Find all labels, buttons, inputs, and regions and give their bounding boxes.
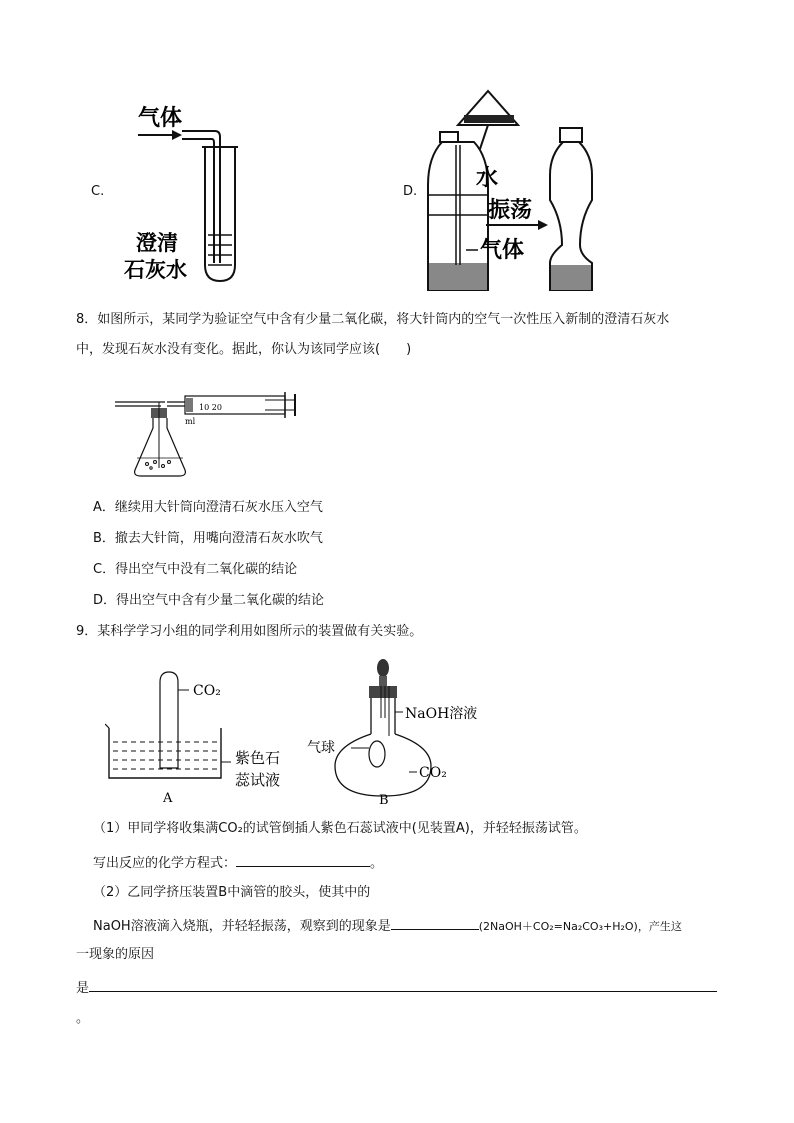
q9-part1-suffix: 。 <box>370 856 384 871</box>
q9-part2-prefix: NaOH溶液滴入烧瓶，并轻轻振荡，观察到的现象是 <box>93 919 391 934</box>
figure-d-bottles <box>420 85 620 295</box>
q8-option-b: B．撤去大针筒，用嘴向澄清石灰水吹气 <box>93 531 323 546</box>
figure-c-test-tube <box>120 95 250 290</box>
q9-stem: 9．某科学学习小组的同学利用如图所示的装置做有关实验。 <box>76 624 423 639</box>
q9-part2-line3: 一现象的原因 <box>76 947 155 962</box>
option-d-label: D. <box>403 184 418 199</box>
q8-syringe-flask-figure <box>115 388 300 483</box>
q9-part1-line1: （1）甲同学将收集满CO₂的试管倒插人紫色石蕊试液中(见装置A)，并轻轻振荡试管。 <box>93 821 587 836</box>
q8-stem-line1: 8．如图所示，某同学为验证空气中含有少量二氧化碳，将大针筒内的空气一次性压入新制的澄清石灰水 <box>76 312 670 327</box>
figc-clear-label: 澄清 <box>136 231 178 255</box>
reason-answer-blank[interactable] <box>89 977 717 992</box>
figc-gas-label: 气体 <box>138 106 183 131</box>
q9-part2-line1: （2）乙同学挤压装置B中滴管的胶头，使其中的 <box>93 885 371 900</box>
figb-co2-label: CO₂ <box>419 765 447 781</box>
q8-stem-line2: 中，发现石灰水没有变化。据此，你认为该同学应该( ) <box>76 342 412 357</box>
figc-lime-label: 石灰水 <box>124 258 187 282</box>
equation-answer-blank[interactable] <box>236 852 370 867</box>
figd-shake-label: 振荡 <box>488 198 533 223</box>
q8-option-a: A．继续用大针筒向澄清石灰水压入空气 <box>93 500 323 515</box>
q9-part1-prefix: 写出反应的化学方程式： <box>93 856 237 871</box>
figd-water-label: 水 <box>476 166 499 191</box>
figa-liquid-label-2: 蕊试液 <box>235 771 281 789</box>
q8-option-d: D．得出空气中含有少量二氧化碳的结论 <box>93 593 325 608</box>
figa-liquid-label-1: 紫色石 <box>235 749 281 767</box>
syringe-scale-label: 10 20 <box>199 403 222 412</box>
q8-option-c: C．得出空气中没有二氧化碳的结论 <box>93 562 298 577</box>
q9-part2-line4 <box>76 977 717 998</box>
q9-part2-line2 <box>93 915 682 936</box>
option-c-label: C. <box>91 184 105 199</box>
syringe-unit-label: ml <box>185 417 196 426</box>
figd-gas-label: 气体 <box>480 238 525 263</box>
q9-apparatus-b <box>305 656 495 806</box>
q9-part2-line4-prefix: 是 <box>76 981 90 996</box>
figa-co2-label: CO₂ <box>193 683 221 699</box>
figa-caption: A <box>163 791 173 806</box>
q9-apparatus-a <box>105 668 295 808</box>
figb-naoh-label: NaOH溶液 <box>405 706 478 722</box>
phenomenon-answer-blank[interactable] <box>391 915 479 930</box>
q9-part2-suffix: (2NaOH＋CO₂=Na₂CO₃+H₂O)，产生这 <box>478 920 682 933</box>
figb-balloon-label: 气球 <box>307 740 335 756</box>
figb-caption: B <box>379 793 389 806</box>
q9-part1-line2 <box>93 852 383 873</box>
q9-part2-line5: 。 <box>76 1011 90 1026</box>
